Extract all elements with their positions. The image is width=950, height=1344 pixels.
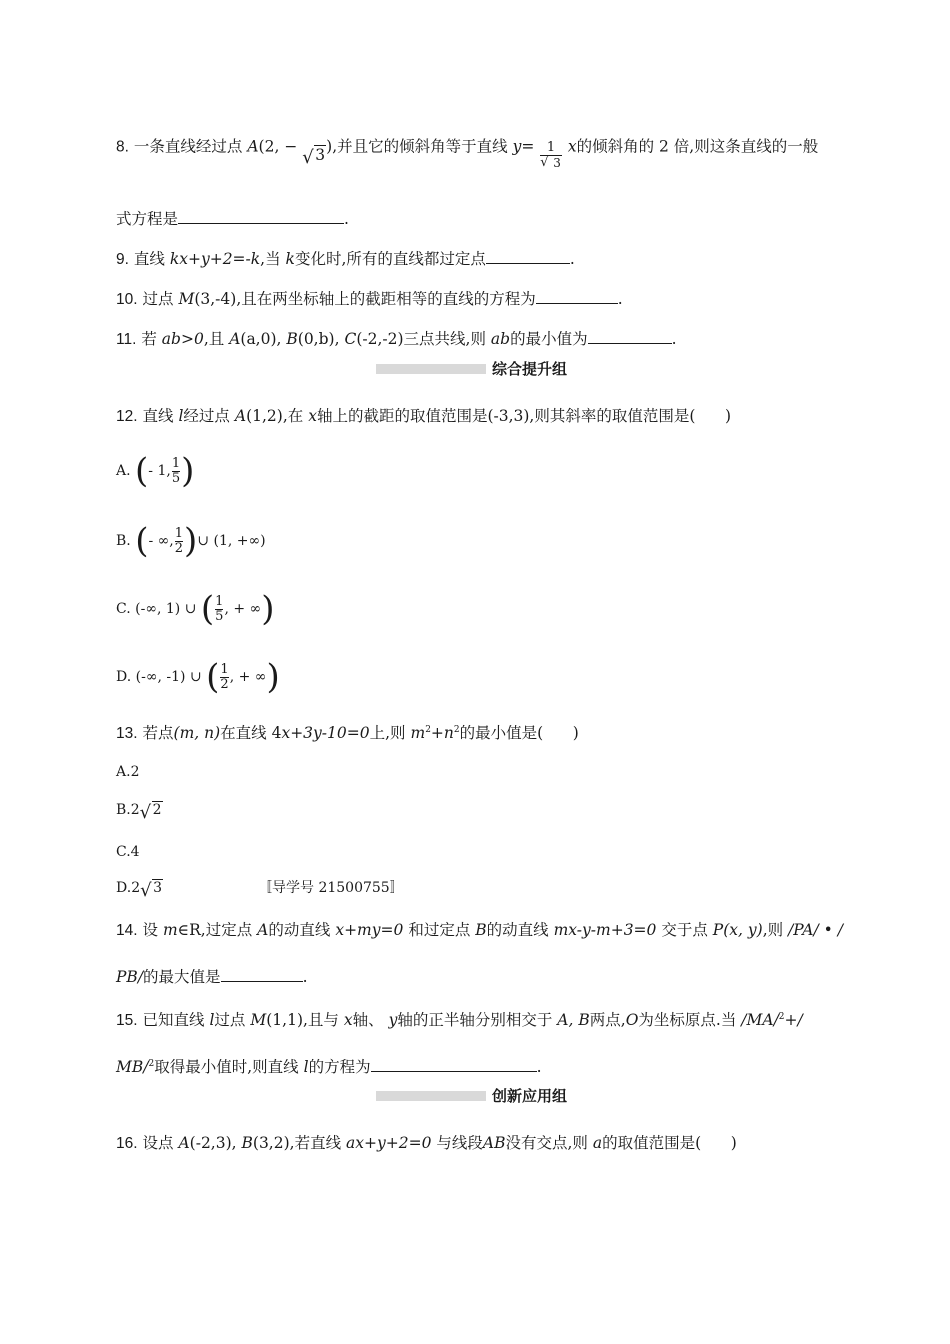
period: . xyxy=(617,290,623,308)
text: 式方程是 xyxy=(116,210,179,228)
answer-blank[interactable] xyxy=(178,209,344,224)
text: 的最小值是( xyxy=(459,724,544,743)
question-10 xyxy=(116,289,623,310)
abs-pa: /PA/ xyxy=(788,921,819,939)
option-label: A. xyxy=(116,463,131,479)
coordinate: (-2,-2) xyxy=(356,330,404,348)
radicand: 3 xyxy=(153,880,163,896)
fraction xyxy=(540,141,562,170)
option-rest: ∪ (1, +∞) xyxy=(197,533,266,549)
variable-x: x xyxy=(308,407,317,425)
abs-ma: /MA/ xyxy=(741,1011,779,1030)
text: ,则 xyxy=(762,921,784,939)
option-left-value: - ∞, xyxy=(148,533,174,549)
question-number: 12. xyxy=(116,408,138,425)
text: 取得最小值时,则直线 xyxy=(154,1058,299,1077)
dot-operator: • xyxy=(823,921,833,939)
point-label: A xyxy=(257,921,269,939)
fraction-numerator: 1 xyxy=(215,593,224,609)
sqrt-2 xyxy=(139,800,163,823)
point-label: A xyxy=(229,330,241,348)
text: 轴的正半轴分别相交于 xyxy=(397,1011,553,1030)
sqrt-3 xyxy=(302,145,326,168)
period: . xyxy=(671,330,677,348)
option-right-value: , + ∞ xyxy=(229,669,267,685)
text: ,当 xyxy=(260,250,281,268)
text: 的动直线 xyxy=(486,921,549,939)
question-14-line-1 xyxy=(116,920,843,941)
variable-y: y xyxy=(388,1011,398,1030)
paren-close: ) xyxy=(724,407,732,425)
text: 设点 xyxy=(142,1134,174,1152)
plus-sign: + xyxy=(430,724,444,743)
plus-slash: +/ xyxy=(784,1011,803,1030)
variable-k: k xyxy=(285,250,295,268)
text: 直线 xyxy=(133,250,165,268)
sqrt-3 xyxy=(540,156,562,170)
exponent: 2 xyxy=(148,1059,155,1069)
option-12-c[interactable] xyxy=(116,589,275,629)
question-12 xyxy=(116,406,731,427)
paren-right: ) xyxy=(181,451,195,491)
exponent: 2 xyxy=(453,725,460,735)
variable-ab: ab xyxy=(490,330,511,348)
line-l: l xyxy=(178,407,184,425)
text: 若 xyxy=(141,330,157,348)
text: 在直线 4 xyxy=(220,724,282,743)
answer-blank[interactable] xyxy=(371,1057,537,1072)
text: 的最大值是 xyxy=(143,968,221,986)
text: ,并且它的倾斜角等于直线 xyxy=(332,137,508,156)
section-bar xyxy=(376,1091,486,1101)
section-header-comprehensive xyxy=(376,358,576,380)
option-coef: 2 xyxy=(130,802,140,818)
radicand: 3 xyxy=(315,145,326,164)
question-15-line-2 xyxy=(116,1054,542,1077)
condition: ab>0 xyxy=(161,330,204,348)
answer-blank[interactable] xyxy=(536,289,618,304)
paren-close: ) xyxy=(730,1134,737,1152)
equation: ax+y+2=0 xyxy=(346,1134,432,1152)
text: 设 xyxy=(142,921,159,939)
fraction-numerator: 1 xyxy=(171,455,181,471)
radical-sign: √ xyxy=(540,155,549,170)
fraction-numerator: 1 xyxy=(546,140,556,155)
period: . xyxy=(344,210,349,228)
fraction-denominator: 5 xyxy=(171,470,181,486)
variable-x: x xyxy=(343,1011,353,1030)
point-label: A xyxy=(247,137,259,156)
text: 变化时,所有的直线都过定点 xyxy=(294,250,486,268)
question-number: 13. xyxy=(116,725,138,743)
section-bar xyxy=(376,364,486,374)
question-number: 15. xyxy=(116,1012,138,1030)
point-label: A xyxy=(178,1134,190,1152)
section-title: 综合提升组 xyxy=(492,360,568,378)
paren-right: ) xyxy=(266,657,280,697)
fraction xyxy=(175,527,183,556)
text: ,若直线 xyxy=(289,1134,342,1152)
point-label: C xyxy=(344,330,357,348)
slash: / xyxy=(837,921,843,939)
equation-y: y= xyxy=(512,137,535,156)
paren-left: ( xyxy=(206,657,220,697)
text: ,在 xyxy=(282,407,304,425)
question-16: 16. 设点 A(-2,3), B(3,2),若直线 ax+y+2=0 与线段AB没有交点,则 a的取值范围是( ) xyxy=(116,1134,737,1152)
answer-blank[interactable] xyxy=(221,967,303,982)
point-label: M xyxy=(178,290,195,308)
text: 过点 xyxy=(214,1011,246,1030)
equation: kx+y+2=-k xyxy=(169,250,261,268)
text: 的取值范围是( xyxy=(602,1134,702,1152)
exponent: 2 xyxy=(778,1012,785,1022)
text: 和过定点 xyxy=(408,921,471,939)
paren-left: ( xyxy=(200,589,215,629)
radical-sign: √ xyxy=(302,146,314,168)
coordinate-close: ) xyxy=(326,137,333,156)
line-l: l xyxy=(209,1011,215,1030)
paren-left: ( xyxy=(135,521,149,561)
option-12-d[interactable] xyxy=(116,657,280,697)
equation-1: x+my=0 xyxy=(335,921,404,939)
fraction-numerator: 1 xyxy=(220,661,229,677)
line-l: l xyxy=(303,1058,309,1077)
equation: x+3y-10=0 xyxy=(281,724,370,743)
question-8-line-2 xyxy=(116,209,349,229)
paren-right: ) xyxy=(261,589,275,629)
fraction xyxy=(220,663,228,692)
variable-n: n xyxy=(443,724,454,743)
minus-sign: − xyxy=(284,137,298,156)
question-14-line-2 xyxy=(116,967,308,987)
coordinate: (3,2) xyxy=(252,1134,290,1152)
text: 已知直线 xyxy=(142,1011,205,1030)
coordinate: (-2,3) xyxy=(189,1134,232,1152)
text: 的动直线 xyxy=(268,921,331,939)
question-number: 10. xyxy=(116,291,138,308)
text: 轴、 xyxy=(352,1011,384,1030)
option-13-b[interactable] xyxy=(116,800,163,823)
fraction-numerator: 1 xyxy=(174,525,184,541)
question-number: 9. xyxy=(116,251,129,268)
point-label: B xyxy=(241,1134,253,1152)
coordinate: (0,b) xyxy=(297,330,335,348)
text: ,且在两坐标轴上的截距相等的直线的方程为 xyxy=(236,290,536,308)
radicand: 2 xyxy=(152,802,162,818)
option-value: 4 xyxy=(130,844,140,860)
question-number: 14. xyxy=(116,922,138,939)
variable-x: x xyxy=(567,137,577,156)
option-prefix: (-∞, 1) ∪ xyxy=(135,601,197,617)
text: 经过点 xyxy=(183,407,230,425)
text: 直线 xyxy=(142,407,174,425)
coordinate: (a,0) xyxy=(240,330,277,348)
exponent: 2 xyxy=(425,725,431,735)
text: 的倾斜角的 2 倍,则这条直线的一般 xyxy=(576,137,819,156)
radical-sign: √ xyxy=(140,880,152,901)
question-number: 11. xyxy=(116,331,137,348)
paren-right: ) xyxy=(184,521,198,561)
coordinate: (1,2) xyxy=(246,407,283,425)
text: 没有交点,则 xyxy=(505,1134,588,1152)
coordinate: (2, xyxy=(258,137,280,156)
text: 一条直线经过点 xyxy=(133,137,243,156)
point-label: P xyxy=(712,921,724,939)
section-title: 创新应用组 xyxy=(492,1087,568,1105)
coordinate: (x, y) xyxy=(723,921,763,939)
coordinate: (1,1) xyxy=(266,1011,303,1030)
question-8-line-1 xyxy=(116,133,819,170)
question-number: 8. xyxy=(116,138,129,156)
option-right-value: , + ∞ xyxy=(224,601,262,617)
answer-blank[interactable] xyxy=(588,329,672,344)
variable-a: a xyxy=(592,1134,603,1152)
option-label: D. xyxy=(116,880,132,896)
period: . xyxy=(302,968,308,986)
option-value: 2 xyxy=(130,764,140,780)
abs-pb: PB/ xyxy=(116,968,144,986)
option-label: D. xyxy=(116,669,132,685)
variable-m: m xyxy=(162,921,178,939)
period: . xyxy=(569,250,575,268)
equation-2: mx-y-m+3=0 xyxy=(553,921,657,939)
option-12-b[interactable] xyxy=(116,521,266,561)
point-label: B xyxy=(286,330,298,348)
section-header-innovation xyxy=(376,1085,576,1107)
text: 交于点 xyxy=(661,921,708,939)
fraction-denominator: 2 xyxy=(220,676,229,692)
paren-left: ( xyxy=(135,451,149,491)
paren-close: ) xyxy=(572,724,579,743)
origin-label: O xyxy=(625,1011,639,1030)
question-13 xyxy=(116,720,579,744)
option-coef: 2 xyxy=(131,880,141,896)
fraction-denominator: 5 xyxy=(215,608,224,624)
option-label: A. xyxy=(116,764,131,780)
point: (m, n) xyxy=(173,724,221,743)
period: . xyxy=(536,1058,542,1077)
variable-m: m xyxy=(410,724,426,743)
text: 过点 xyxy=(142,290,174,308)
text: 两点, xyxy=(589,1011,626,1030)
option-label: B. xyxy=(116,802,131,818)
option-13-c[interactable] xyxy=(116,842,140,862)
text: 的最小值为 xyxy=(510,330,588,348)
fraction xyxy=(215,595,223,624)
option-13-d[interactable] xyxy=(116,878,404,901)
segment-ab: AB xyxy=(482,1134,506,1152)
radicand: 3 xyxy=(553,156,561,170)
option-label: B. xyxy=(116,533,131,549)
option-12-a[interactable] xyxy=(116,451,195,491)
option-label: C. xyxy=(116,601,131,617)
text: 轴上的截距的取值范围是(-3,3),则其斜率的取值范围是( xyxy=(316,407,696,425)
option-prefix: (-∞, -1) ∪ xyxy=(135,669,202,685)
option-label: C. xyxy=(116,844,131,860)
fraction xyxy=(172,457,180,486)
text: ∈R,过定点 xyxy=(177,921,253,939)
reference-number: 〚导学号 21500755〛 xyxy=(258,880,404,896)
text: 上,则 xyxy=(369,724,406,743)
text: 若点 xyxy=(142,724,174,743)
text: 为坐标原点.当 xyxy=(638,1011,737,1030)
option-13-a[interactable] xyxy=(116,762,139,782)
text: ,且 xyxy=(203,330,225,348)
text: ,且与 xyxy=(303,1011,339,1030)
text: 的方程为 xyxy=(308,1058,371,1077)
question-9 xyxy=(116,249,575,270)
coordinate: (3,-4) xyxy=(194,290,237,308)
abs-mb: MB/ xyxy=(116,1058,149,1077)
question-11: 11. 若 ab>0,且 A(a,0), B(0,b), C(-2,-2)三点共线,则 ab的最小值为 . xyxy=(116,330,677,348)
radical-sign: √ xyxy=(139,802,152,823)
question-number: 16. xyxy=(116,1135,138,1152)
point-label: B xyxy=(475,921,487,939)
text: 三点共线,则 xyxy=(403,330,486,348)
point-label: A xyxy=(234,407,247,425)
answer-blank[interactable] xyxy=(486,249,570,264)
point-label: M xyxy=(250,1011,267,1030)
fraction-denominator: 2 xyxy=(174,540,184,556)
sqrt-3 xyxy=(140,878,163,901)
text: 与线段 xyxy=(436,1134,483,1152)
question-15-line-1 xyxy=(116,1007,803,1031)
points-ab: A, B xyxy=(557,1011,590,1030)
option-left-value: - 1, xyxy=(148,463,171,479)
